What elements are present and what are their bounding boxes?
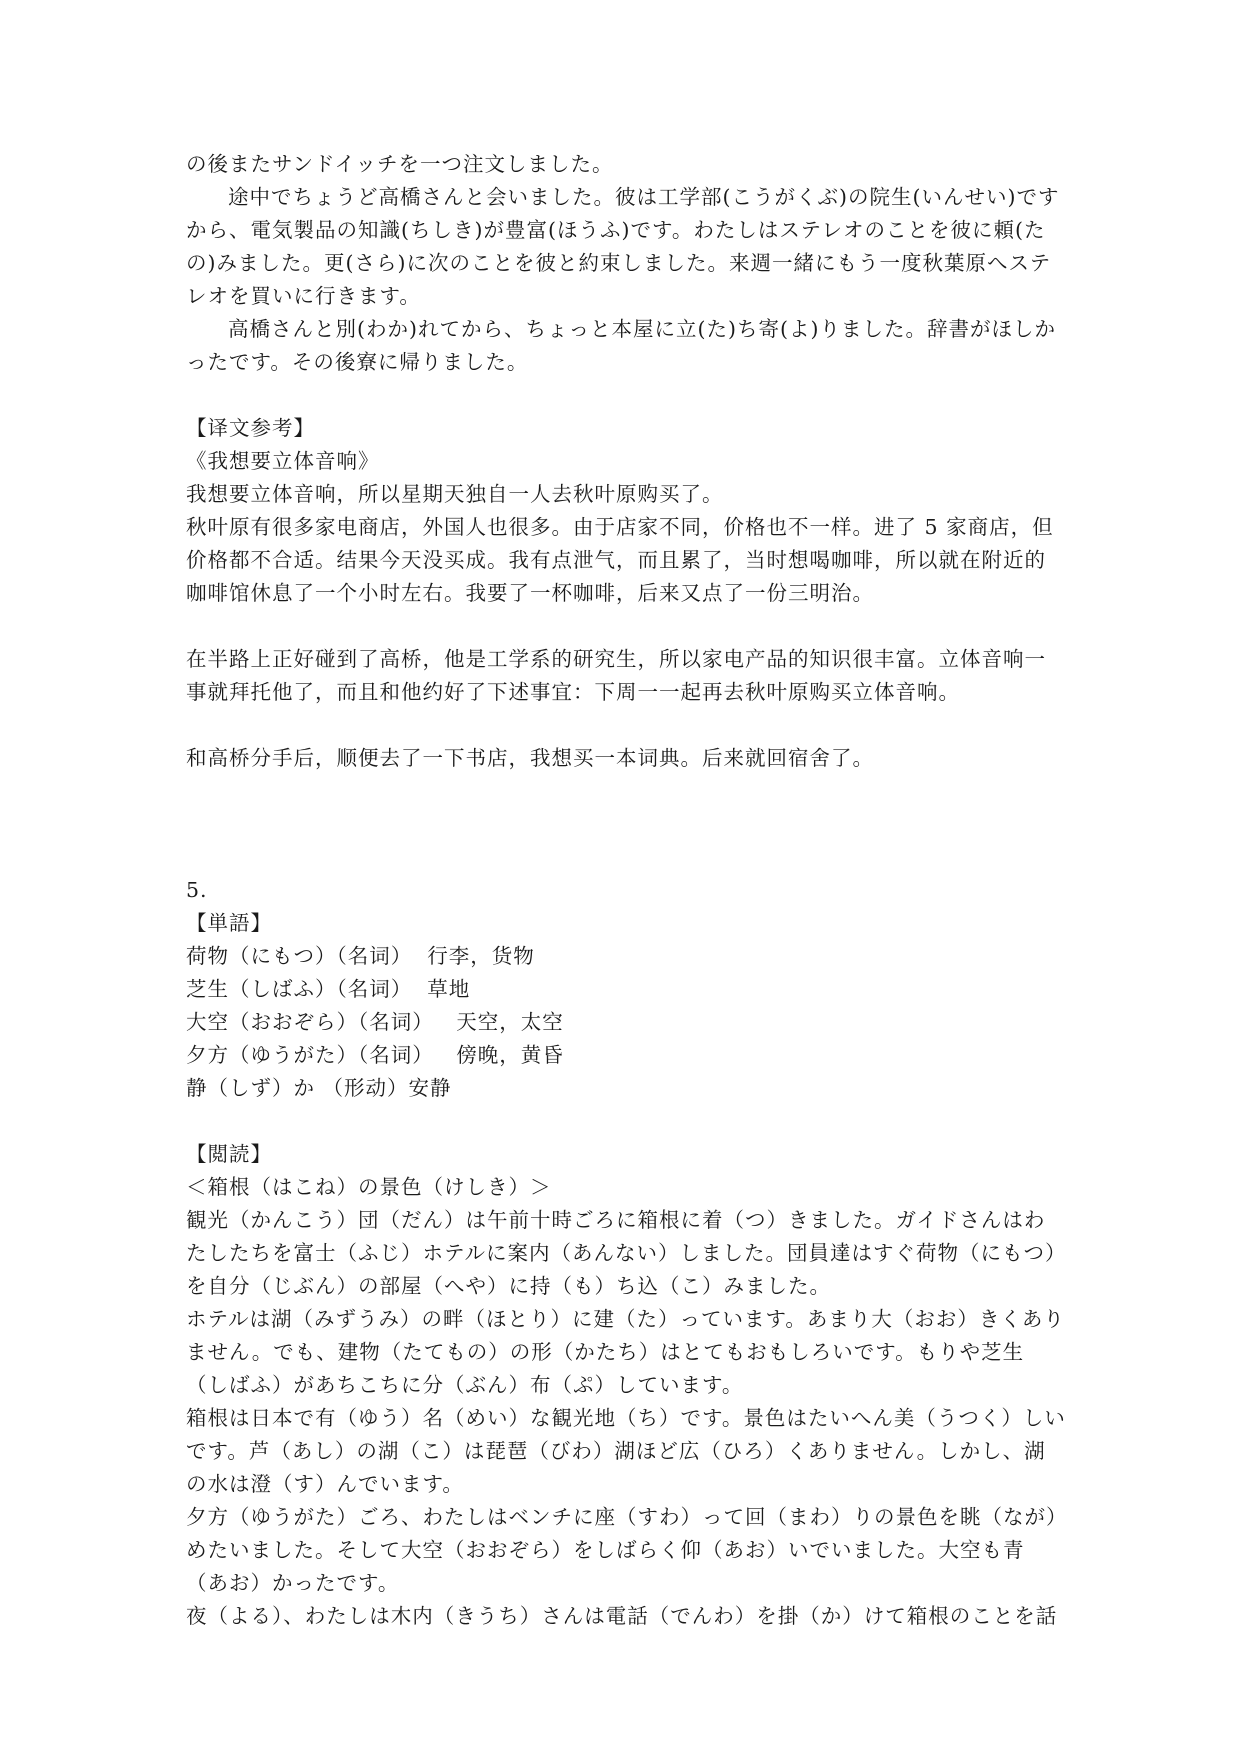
translation-paragraph-3: 在半路上正好碰到了高桥，他是工学系的研究生，所以家电产品的知识很丰富。立体音响一事就拜托他了，而且和他约好了下述事宜：下周一一起再去秋叶原购买立体音响。 [186,647,1046,704]
vocab-item: 静（しず）か （形动）安静 [186,1076,452,1100]
spacer [186,610,1066,643]
reading-paragraph-4: 夕方（ゆうがた）ごろ、わたしはベンチに座（すわ）って回（まわ）りの景色を眺（なが）めたいました。そして大空（おおぞら）をしばらく仰（あお）いでいました。大空も青（あお）かったです。 [186,1505,1058,1595]
reading-paragraph-1: 観光（かんこう）団（だん）は午前十時ごろに箱根に着（つ）きました。ガイドさんはわたしたちを富士（ふじ）ホテルに案内（あんない）しました。団員達はすぐ荷物（にもつ）を自分（じぶん）の部屋（へや）に持（も）ち込（こ）みました。 [186,1208,1057,1298]
story-jp-paragraph-3: 高橋さんと別(わか)れてから、ちょっと本屋に立(た)ち寄(よ)りました。辞書がほしかったです。その後寮に帰りました。 [186,317,1056,374]
spacer [186,775,1066,874]
translation-title: 《我想要立体音响》 [186,449,380,473]
vocab-item: 荷物（にもつ）（名词） 行李，货物 [186,944,535,968]
spacer [186,709,1066,742]
story-jp-paragraph-2: 途中でちょうど高橋さんと会いました。彼は工学部(こうがくぶ)の院生(いんせい)ですから、電気製品の知識(ちしき)が豊富(ほうふ)です。わたしはステレオのことを彼に頼(たの)みました。更(さら)に次のことを彼と約束しました。来週一緒にもう一度秋葉原へステレオを買いに行きます。 [186,185,1060,308]
translation-paragraph-4: 和高桥分手后，顺便去了一下书店，我想买一本词典。后来就回宿舍了。 [186,746,874,770]
reading-heading: 【閲読】 [186,1142,272,1166]
vocab-item: 芝生（しばふ）（名词） 草地 [186,977,471,1001]
vocab-item: 夕方（ゆうがた）（名词） 傍晚，黄昏 [186,1043,564,1067]
translation-paragraph-2: 秋叶原有很多家电商店，外国人也很多。由于店家不同，价格也不一样。进了 5 家商店，但价格都不合适。结果今天没买成。我有点泄气，而且累了，当时想喝咖啡，所以就在附近的咖啡馆休息了一个小时左右。我要了一杯咖啡，后来又点了一份三明治。 [186,515,1054,605]
vocab-heading: 【単語】 [186,911,272,935]
reading-paragraph-5: 夜（よる）、わたしは木内（きうち）さんは電話（でんわ）を掛（か）けて箱根のことを話 [186,1604,1058,1628]
reading-paragraph-2: ホテルは湖（みずうみ）の畔（ほとり）に建（た）っています。あまり大（おお）きくありません。でも、建物（たてもの）の形（かたち）はとてもおもしろいです。もりや芝生（しばふ）があちこちに分（ぶん）布（ぷ）しています。 [186,1307,1065,1397]
story-jp-paragraph-1: の後またサンドイッチを一つ注文しました。 [186,152,614,176]
section-number: 5. [186,878,208,902]
vocab-item: 大空（おおぞら）（名词） 天空，太空 [186,1010,564,1034]
reading-title: ＜箱根（はこね）の景色（けしき）＞ [186,1175,552,1199]
reading-paragraph-3: 箱根は日本で有（ゆう）名（めい）な観光地（ち）です。景色はたいへん美（うつく）しいです。芦（あし）の湖（こ）は琵琶（びわ）湖ほど広（ひろ）くありません。しかし、湖の水は澄（す）んでいます。 [186,1406,1066,1496]
translation-paragraph-1: 我想要立体音响，所以星期天独自一人去秋叶原购买了。 [186,482,724,506]
spacer [186,379,1066,412]
translation-heading: 【译文参考】 [186,416,315,440]
document-page [186,148,1066,1633]
spacer [186,1105,1066,1138]
